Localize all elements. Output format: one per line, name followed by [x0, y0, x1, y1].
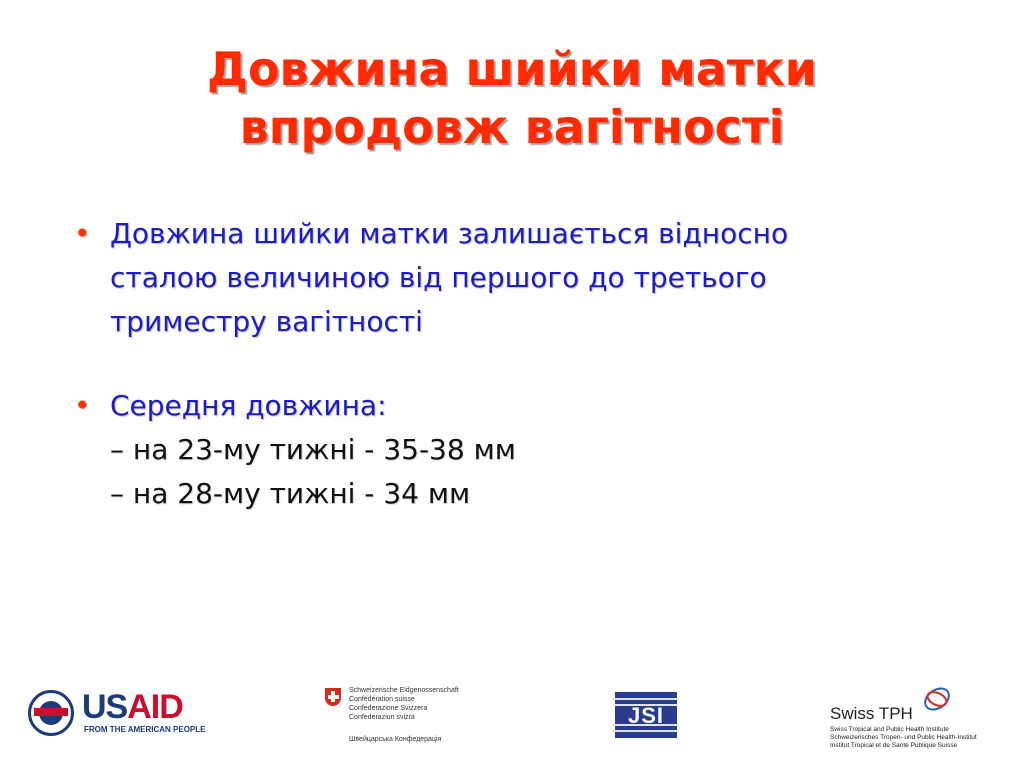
usaid-wordmark	[82, 690, 183, 724]
swiss-tph-swirl-icon	[920, 682, 954, 716]
swiss-tph-name-en: Swiss Tropical and Public Health Institute	[830, 726, 949, 733]
bullet-item-2	[70, 384, 970, 428]
bullet-2-text: Середня довжина:	[110, 389, 387, 422]
bullet-1-line-1: Довжина шийки матки залишається відносно	[110, 217, 789, 250]
sub-item-1: – на 23-му тижні - 35-38 мм	[110, 433, 516, 466]
usaid-tagline: FROM THE AMERICAN PEOPLE	[84, 725, 206, 734]
usaid-wordmark-aid: AID	[127, 688, 183, 726]
swiss-name-it: Confederazione Svizzera	[349, 705, 428, 712]
bullet-dot: •	[74, 217, 91, 250]
jsi-logo-text: JSI	[627, 703, 665, 728]
swiss-tph-name-fr: Institut Tropical et de Santé Publique Suisse	[830, 742, 958, 749]
slide-title-line-1: Довжина шийки матки	[206, 42, 818, 96]
bullet-item-1	[70, 212, 970, 344]
swiss-tph-institute-names	[830, 726, 977, 750]
swiss-name-ua: Швейцарська Конфедерація	[349, 736, 442, 743]
swiss-tph-name-de: Schweizerisches Tropen- und Public Health-Institut	[830, 734, 977, 741]
partner-logos	[0, 680, 1024, 760]
slide-title-line-2: впродовж вагітності	[239, 100, 785, 154]
slide-title	[0, 40, 1024, 156]
swiss-name-de: Schweizerische Eidgenossenschaft	[349, 687, 459, 694]
usaid-seal-icon	[28, 690, 74, 736]
usaid-wordmark-us: US	[82, 688, 128, 726]
bullet-dot: •	[74, 389, 91, 422]
swiss-name-fr: Confédération suisse	[349, 696, 415, 703]
swiss-cross-icon	[325, 688, 341, 706]
swiss-tph-name: Swiss TPH	[830, 704, 913, 723]
swiss-name-rm: Confederaziun svizra	[349, 714, 415, 721]
slide-body	[70, 212, 970, 516]
bullet-1-line-2: сталою величиною від першого до третього	[110, 261, 767, 294]
bullet-1-line-3: триместру вагітності	[110, 305, 423, 338]
sub-item-2: – на 28-му тижні - 34 мм	[110, 477, 471, 510]
jsi-logo	[615, 692, 677, 738]
swiss-confederation-names	[349, 686, 459, 722]
